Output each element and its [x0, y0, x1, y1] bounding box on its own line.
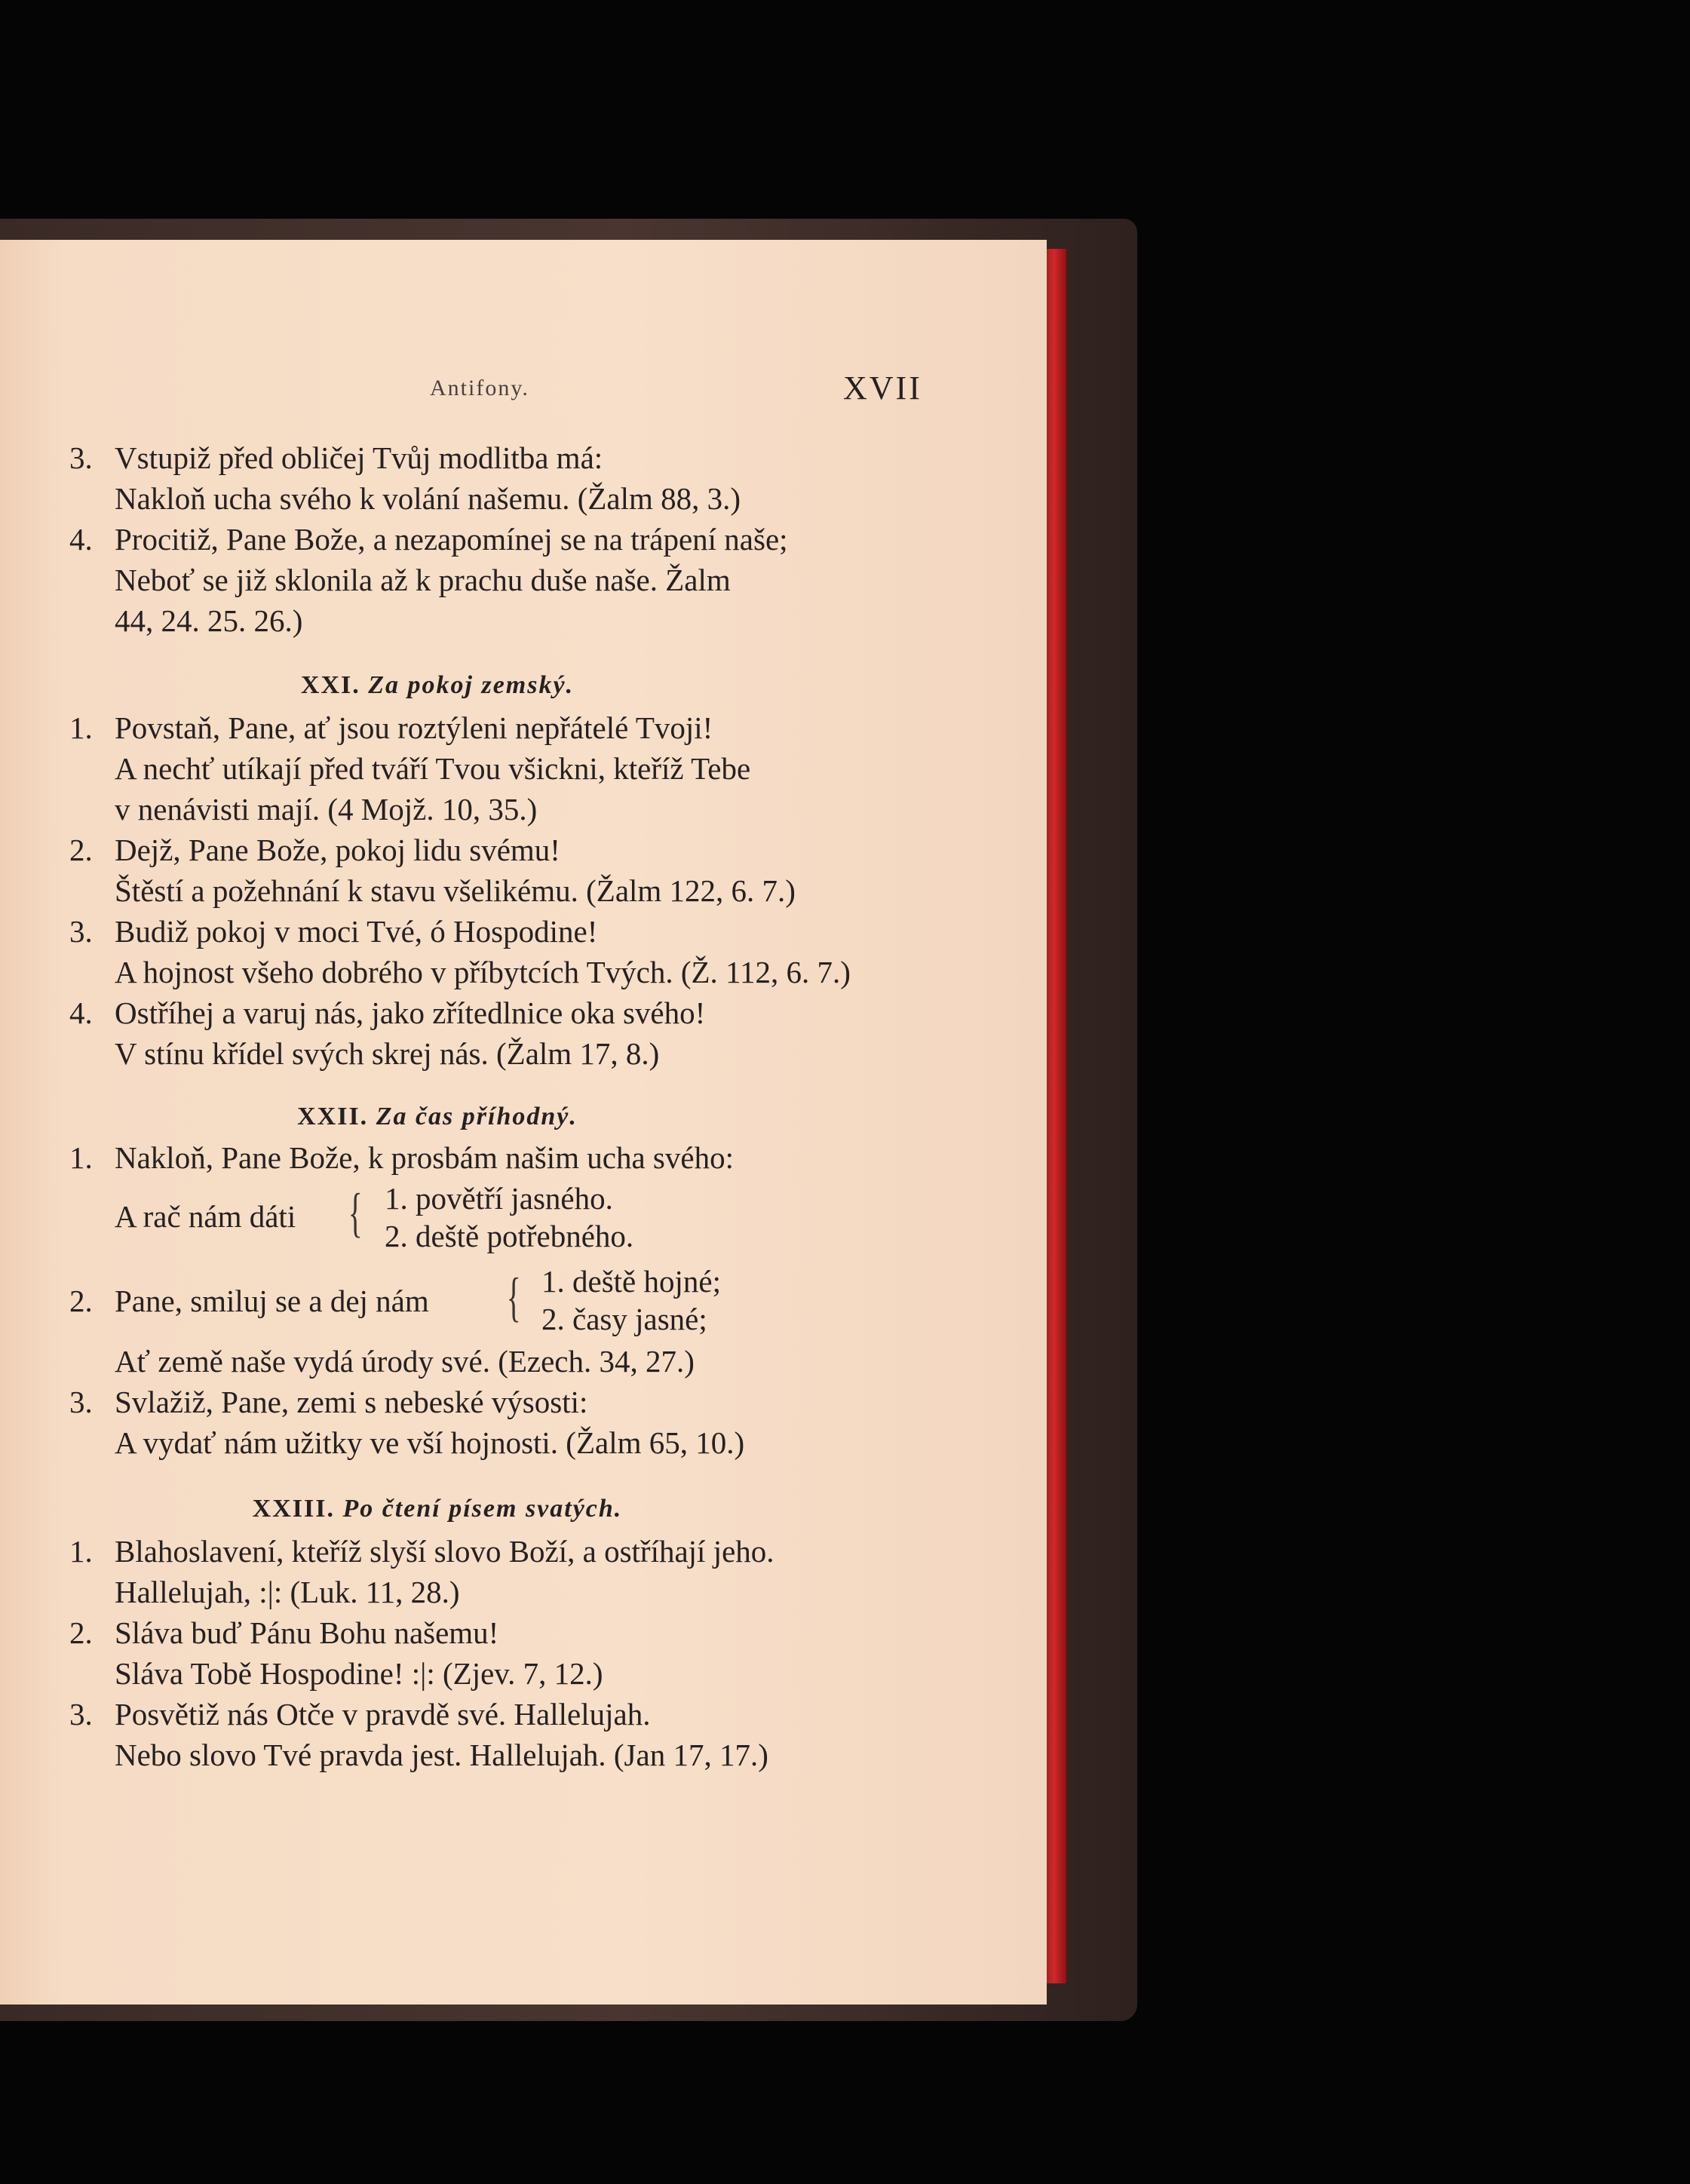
brace-option: 2. deště potřebného.: [385, 1219, 634, 1253]
section-title: Za čas příhodný.: [376, 1103, 578, 1130]
verse-line: [0, 1033, 1047, 1074]
verse-number: 2.: [69, 833, 93, 867]
verse-text: Sláva buď Pánu Bohu našemu!: [115, 1615, 499, 1650]
brace-option: 1. povětří jasného.: [385, 1181, 613, 1216]
verse-line: [0, 789, 1047, 830]
verse-number: 3.: [69, 1385, 93, 1419]
verse-text: Ať země naše vydá úrody své. (Ezech. 34, 27.): [115, 1344, 695, 1379]
section-roman: XXIII.: [252, 1495, 335, 1523]
verse-line: [0, 1694, 1047, 1735]
verse-line: [0, 707, 1047, 748]
page-header: [0, 368, 1047, 409]
verse-text: Nebo slovo Tvé pravda jest. Hallelujah. (Jan 17, 17.): [115, 1738, 768, 1772]
section-title: Za pokoj zemský.: [368, 671, 575, 699]
verse-line: [0, 952, 1047, 992]
verse-number: 4.: [69, 995, 93, 1030]
verse-line: [0, 1612, 1047, 1653]
verse-text: Dejž, Pane Bože, pokoj lidu svému!: [115, 833, 560, 867]
verse-number: 3.: [69, 1697, 93, 1732]
verse-line: [0, 1531, 1047, 1572]
verse-number: 2.: [69, 1615, 93, 1650]
page-number: XVII: [843, 370, 922, 406]
verse-number: 2.: [69, 1284, 93, 1318]
verse-line: [0, 1341, 1047, 1382]
verse-line: [0, 1422, 1047, 1463]
verse-line: [0, 519, 1047, 560]
verse-text: Svlažiž, Pane, zemi s nebeské výsosti:: [115, 1385, 588, 1419]
brace-option: 2. časy jasné;: [541, 1302, 707, 1336]
verse-number: 1.: [69, 710, 93, 745]
brace-label: Pane, smiluj se a dej nám: [115, 1284, 429, 1318]
verse-text: Posvětiž nás Otče v pravdě své. Hallelujah.: [115, 1697, 651, 1732]
brace-label: A rač nám dáti: [115, 1199, 296, 1234]
verse-line: [0, 1572, 1047, 1612]
red-page-edge: [1044, 249, 1066, 1983]
verse-text: A nechť utíkají před tváří Tvou všickni, kteříž Tebe: [115, 751, 751, 786]
verse-line: [0, 600, 1047, 641]
section-roman: XXII.: [297, 1103, 369, 1130]
verse-text: Nakloň ucha svého k volání našemu. (Žalm 88, 3.): [115, 481, 741, 516]
verse-line: [0, 830, 1047, 870]
verse-line: [0, 1382, 1047, 1422]
verse-line: [0, 911, 1047, 952]
verse-text: Štěstí a požehnání k stavu všelikému. (Žalm 122, 6. 7.): [115, 873, 796, 908]
verse-number: 1.: [69, 1140, 93, 1175]
brace-glyph: {: [348, 1182, 363, 1243]
verse-number: 3.: [69, 440, 93, 475]
section-roman: XXI.: [300, 671, 360, 699]
verse-line: [0, 478, 1047, 519]
brace-glyph: {: [506, 1267, 521, 1327]
verse-number: 4.: [69, 522, 93, 557]
verse-text: Sláva Tobě Hospodine! :|: (Zjev. 7, 12.): [115, 1656, 603, 1691]
section-heading-xxi: [0, 665, 875, 706]
verse-line: [0, 748, 1047, 789]
verse-number: 1.: [69, 1534, 93, 1569]
verse-line: [0, 992, 1047, 1033]
verse-text: Budiž pokoj v moci Tvé, ó Hospodine!: [115, 914, 598, 949]
verse-text: V stínu křídel svých skrej nás. (Žalm 17, 8.): [115, 1036, 660, 1071]
verse-line: [0, 1735, 1047, 1775]
verse-text: A vydať nám užitky ve vší hojnosti. (Žalm 65, 10.): [115, 1425, 745, 1460]
verse-number: 3.: [69, 914, 93, 949]
running-title: Antifony.: [430, 376, 529, 400]
verse-text: Povstaň, Pane, ať jsou roztýleni nepřátelé Tvoji!: [115, 710, 713, 745]
section-title: Po čtení písem svatých.: [342, 1495, 623, 1523]
verse-line: [0, 1653, 1047, 1694]
verse-line: [0, 1137, 1047, 1178]
section-heading-xxii: [0, 1097, 875, 1137]
section-heading-xxiii: [0, 1489, 875, 1529]
verse-line: [0, 437, 1047, 478]
verse-text: A hojnost všeho dobrého v příbytcích Tvých. (Ž. 112, 6. 7.): [115, 955, 851, 989]
verse-line: [0, 560, 1047, 600]
verse-line: [0, 870, 1047, 911]
verse-text: Nakloň, Pane Bože, k prosbám našim ucha svého:: [115, 1140, 734, 1175]
verse-text: 44, 24. 25. 26.): [115, 603, 303, 638]
book-page: [0, 240, 1047, 2005]
verse-text: Ostříhej a varuj nás, jako zřítedlnice oka svého!: [115, 995, 706, 1030]
verse-text: v nenávisti mají. (4 Mojž. 10, 35.): [115, 792, 538, 827]
brace-option: 1. deště hojné;: [541, 1264, 721, 1299]
verse-text: Procitiž, Pane Bože, a nezapomínej se na trápení naše;: [115, 522, 788, 557]
verse-text: Hallelujah, :|: (Luk. 11, 28.): [115, 1575, 460, 1609]
verse-text: Vstupiž před obličej Tvůj modlitba má:: [115, 440, 603, 475]
verse-text: Blahoslavení, kteříž slyší slovo Boží, a ostříhají jeho.: [115, 1534, 774, 1569]
verse-text: Neboť se již sklonila až k prachu duše naše. Žalm: [115, 563, 731, 597]
